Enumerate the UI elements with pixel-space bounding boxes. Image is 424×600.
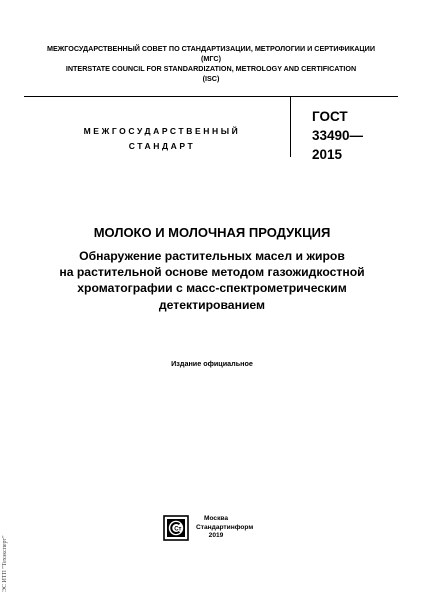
council-header xyxy=(24,44,398,84)
subtitle-line: на растительной основе методом газожидкостной xyxy=(59,265,365,280)
gost-line2: 33490— xyxy=(312,128,364,143)
edition-label: Издание официальное xyxy=(171,359,253,368)
standard-type-line1: МЕЖГОСУДАРСТВЕННЫЙ xyxy=(83,126,241,136)
document-title: МОЛОКО И МОЛОЧНАЯ ПРОДУКЦИЯ xyxy=(93,225,331,240)
gost-line1: ГОСТ xyxy=(312,109,348,124)
standard-type xyxy=(40,124,284,154)
standard-type-line2: СТАНДАРТ xyxy=(128,141,196,151)
subtitle-line: Обнаружение растительных масел и жиров xyxy=(79,249,345,263)
publisher-city: Москва xyxy=(203,515,229,522)
subtitle-line: детектированием xyxy=(158,297,266,312)
vertical-divider xyxy=(290,97,291,157)
publisher-year: 2019 xyxy=(208,532,224,540)
header-divider xyxy=(24,96,398,97)
publisher-block xyxy=(196,515,254,541)
gost-designation xyxy=(312,107,363,164)
subtitle-line: хроматографии с масс-спектрометрическим xyxy=(77,281,347,296)
side-watermark-text: ЭС ИТП "Техэксперт" xyxy=(2,535,8,592)
council-ru-line2: (МГС) xyxy=(201,54,221,63)
council-ru-line1: МЕЖГОСУДАРСТВЕННЫЙ СОВЕТ ПО СТАНДАРТИЗАЦИИ, МЕТРОЛОГИИ И СЕРТИФИКАЦИИ xyxy=(46,44,376,53)
standartinform-logo-icon xyxy=(163,515,189,541)
document-subtitle xyxy=(20,248,404,313)
svg-text:Ст: Ст xyxy=(174,526,182,533)
council-en-line2: (ISC) xyxy=(202,74,220,83)
council-en-line1: INTERSTATE COUNCIL FOR STANDARDIZATION, METROLOGY AND CERTIFICATION xyxy=(65,64,357,73)
publisher-name: Стандартинформ xyxy=(196,523,254,531)
gost-line3: 2015 xyxy=(312,147,343,162)
